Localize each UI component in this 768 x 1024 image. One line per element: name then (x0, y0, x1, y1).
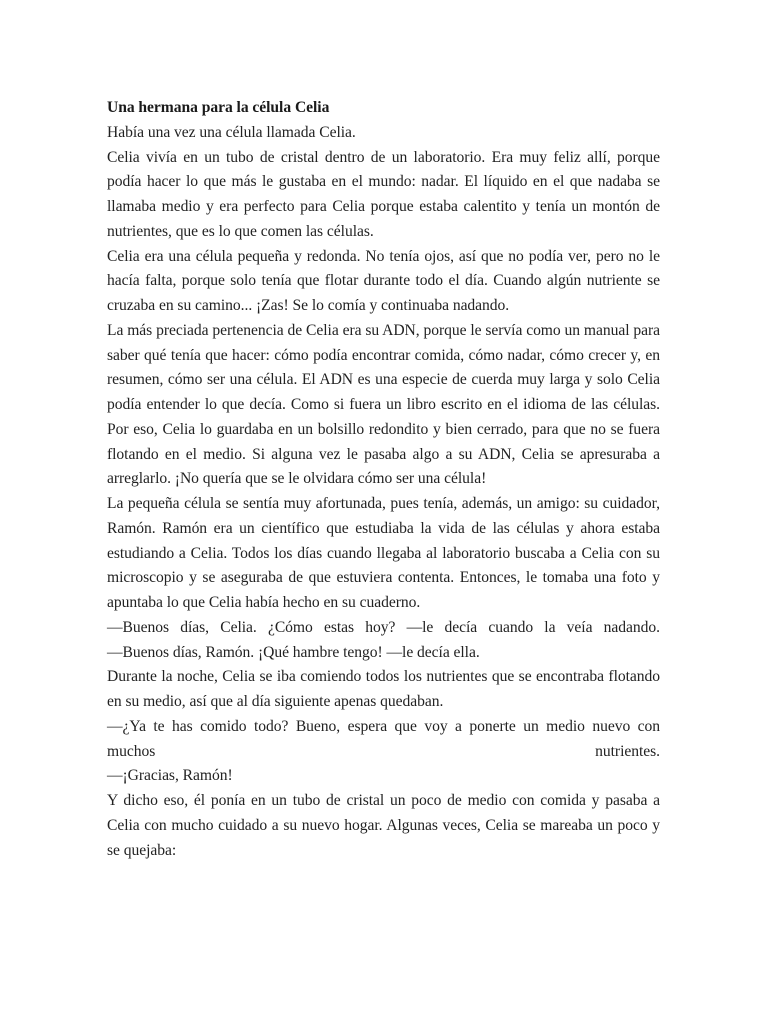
dialogue-line: —¡Gracias, Ramón! (107, 767, 233, 785)
paragraph: La más preciada pertenencia de Celia era su ADN, porque le servía como un manual para saber qué tenía que hacer: cómo podía encontrar comida, cómo nadar, cómo crecer y, en resumen, cómo ser una célula. El ADN es una especie de cuerda muy larga y solo Celia podía entender lo que decía. Como si fuera un libro escrito en el idioma de las células. Por eso, Celia lo guardaba en un bolsillo redondito y bien cerrado, para que no se fuera flotando en el medio. Si alguna vez le pasaba algo a su ADN, Celia se apresuraba a arreglarlo. ¡No quería que se le olvidara cómo ser una célula! (107, 321, 660, 488)
paragraph: Había una vez una célula llamada Celia. (107, 123, 356, 141)
dialogue-line: —Buenos días, Ramón. ¡Qué hambre tengo! —le decía ella. (107, 643, 480, 661)
paragraph: Celia era una célula pequeña y redonda. No tenía ojos, así que no podía ver, pero no le hacía falta, porque solo tenía que flotar durante todo el día. Cuando algún nutriente se cruzaba en su camino... ¡Zas! Se lo comía y continuaba nadando. (107, 247, 660, 314)
paragraph: La pequeña célula se sentía muy afortunada, pues tenía, además, un amigo: su cuidador, Ramón. Ramón era un científico que estudiaba la vida de las células y ahora estaba estudiando a Celia. Todos los días cuando llegaba al laboratorio buscaba a Celia con su microscopio y se aseguraba de que estuviera contenta. Entonces, le tomaba una foto y apuntaba lo que Celia había hecho en su cuaderno. (107, 495, 660, 611)
document-page (107, 96, 660, 863)
dialogue-line: —Buenos días, Celia. ¿Cómo estas hoy? —le decía cuando la veía nadando. (107, 618, 660, 636)
document-title: Una hermana para la célula Celia (107, 99, 330, 116)
dialogue-line: —¿Ya te has comido todo? Bueno, espera que voy a ponerte un medio nuevo con muchos nutrientes. (107, 717, 660, 760)
paragraph: Y dicho eso, él ponía en un tubo de cristal un poco de medio con comida y pasaba a Celia con mucho cuidado a su nuevo hogar. Algunas veces, Celia se mareaba un poco y se quejaba: (107, 792, 660, 859)
paragraph: Durante la noche, Celia se iba comiendo todos los nutrientes que se encontraba flotando en su medio, así que al día siguiente apenas quedaban. (107, 668, 660, 710)
paragraph: Celia vivía en un tubo de cristal dentro de un laboratorio. Era muy feliz allí, porque podía hacer lo que más le gustaba en el mundo: nadar. El líquido en el que nadaba se llamaba medio y era perfecto para Celia porque estaba calentito y tenía un montón de nutrientes, que es lo que comen las células. (107, 148, 660, 240)
